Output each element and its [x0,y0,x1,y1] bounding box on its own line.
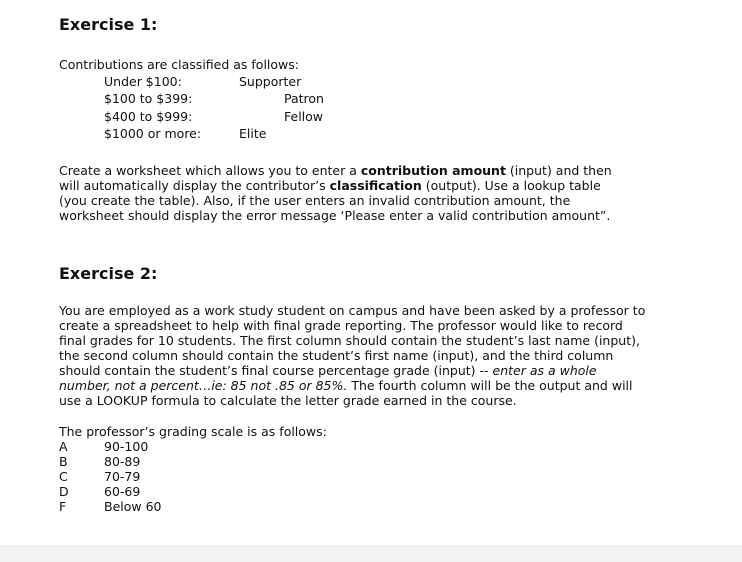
text-run: The fourth column will be the output and will [347,378,633,393]
text-run: Create a worksheet which allows you to enter a [59,163,361,178]
class-range: $1000 or more: [104,126,202,141]
italic-run: number, not a percent…ie: 85 not .85 or 85%. [59,378,348,393]
grade-letter: B [59,454,68,469]
grade-letter: D [59,484,69,499]
paragraph-line: worksheet should display the error message ‘Please enter a valid contribution amount”. [59,208,611,223]
paragraph-line: You are employed as a work study student on campus and have been asked by a professor to [59,303,646,318]
class-range: $100 to $399: [104,91,193,106]
paragraph-line: final grades for 10 students. The first column should contain the student’s last name (input), [59,333,640,348]
grade-letter: C [59,469,68,484]
paragraph-line: create a spreadsheet to help with final grade reporting. The professor would like to record [59,318,623,333]
class-label: Fellow [284,109,324,124]
paragraph-line [59,363,645,378]
exercise-1-paragraph [59,163,612,223]
exercise-2-paragraph [59,303,645,408]
text-run: will automatically display the contributor’s [59,178,330,193]
grade-letter: F [59,499,67,514]
class-range: $400 to $999: [104,109,193,124]
grade-letter: A [59,439,68,454]
bold-term: contribution amount [360,163,506,178]
italic-run: enter as a whole [492,363,597,378]
exercise-2-heading: Exercise 2: [59,264,158,283]
class-label: Supporter [239,74,302,89]
exercise-1-intro: Contributions are classified as follows: [59,57,299,72]
text-run: should contain the student’s final course percentage grade (input) -- [59,363,493,378]
class-range: Under $100: [104,74,182,89]
grading-scale-intro: The professor’s grading scale is as follows: [59,424,327,439]
grade-range: 70-79 [104,469,141,484]
class-label: Patron [284,91,324,106]
paragraph-line [59,178,612,193]
paragraph-line [59,163,612,178]
grade-range: 80-89 [104,454,141,469]
paragraph-line: the second column should contain the student’s first name (input), and the third column [59,348,614,363]
text-run: (output). Use a lookup table [421,178,601,193]
paragraph-line: (you create the table). Also, if the user enters an invalid contribution amount, the [59,193,571,208]
grade-range: Below 60 [104,499,162,514]
grade-range: 90-100 [104,439,149,454]
class-label: Elite [239,126,267,141]
exercise-1-heading: Exercise 1: [59,15,158,34]
bold-term: classification [329,178,422,193]
paragraph-line [59,378,645,393]
paragraph-line: use a LOOKUP formula to calculate the letter grade earned in the course. [59,393,517,408]
text-run: (input) and then [505,163,612,178]
grade-range: 60-69 [104,484,141,499]
